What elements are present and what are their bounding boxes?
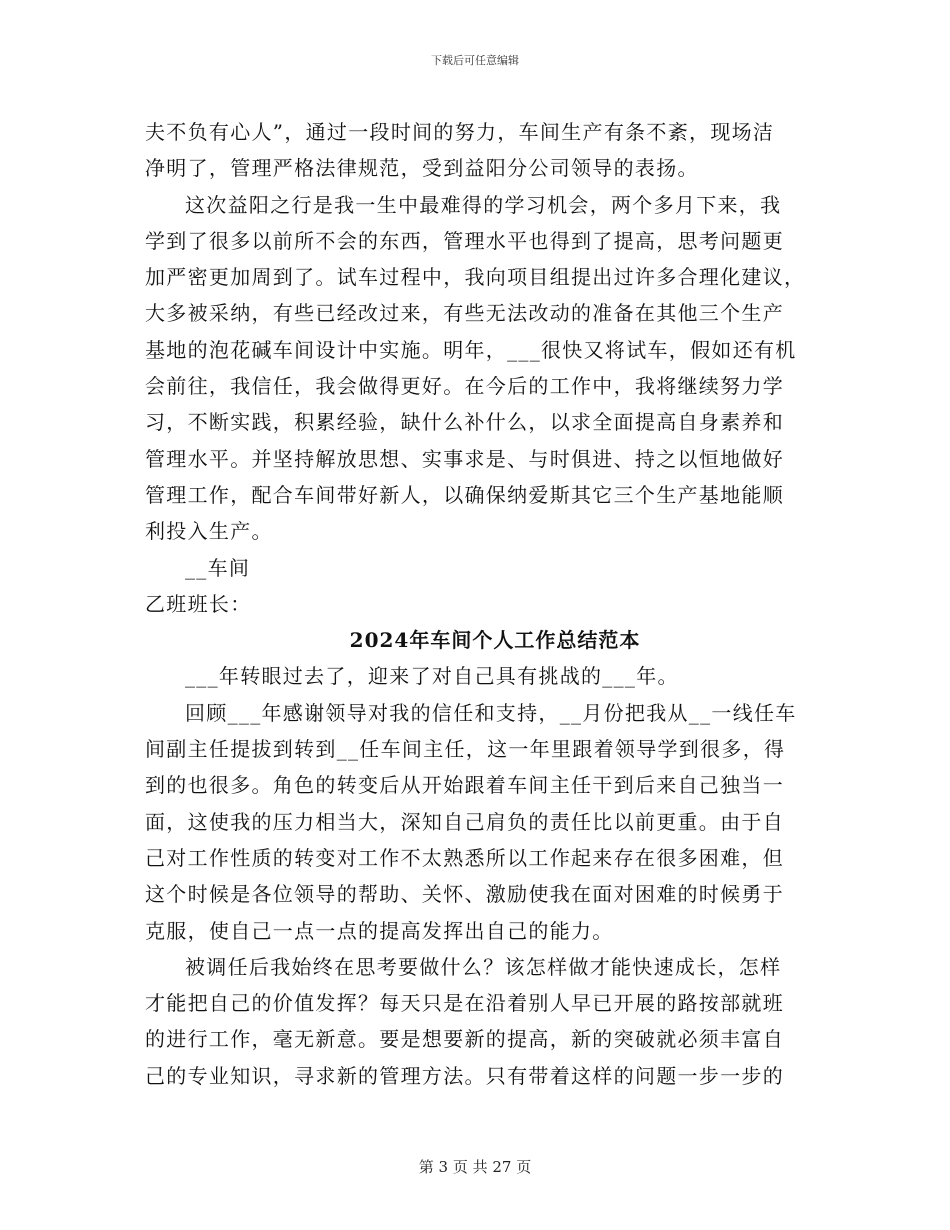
text-line: 这次益阳之行是我一生中最难得的学习机会，两个多月下来，我 (185, 192, 782, 217)
text-line: 大多被采纳，有些已经改过来，有些无法改动的准备在其他三个生产 (145, 301, 784, 326)
text-line: 回顾___年感谢领导对我的信任和支持，__月份把我从__一线任车 (185, 700, 797, 725)
text-line: 到的也很多。角色的转变后从开始跟着车间主任干到后来自己独当一 (145, 773, 784, 798)
text-line: 基地的泡花碱车间设计中实施。明年，___很快又将试车，假如还有机 (145, 337, 797, 362)
text-line: 习，不断实践，积累经验，缺什么补什么，以求全面提高自身素养和 (145, 410, 784, 435)
text-line: 间副主任提拔到转到__任车间主任，这一年里跟着领导学到很多，得 (145, 737, 786, 762)
text-line: 利投入生产。 (145, 519, 273, 544)
text-line: 面，这使我的压力相当大，深知自己肩负的责任比以前更重。由于自 (145, 809, 784, 834)
text-line: 管理工作，配合车间带好新人，以确保纳爱斯其它三个生产基地能顺 (145, 482, 784, 507)
text-line: 被调任后我始终在思考要做什么？该怎样做才能快速成长，怎样 (185, 954, 782, 979)
text-line: 才能把自己的价值发挥？每天只是在沿着别人早已开展的路按部就班 (145, 991, 784, 1016)
section-title: 2024年车间个人工作总结范本 (349, 628, 641, 653)
text-line: 这个时候是各位领导的帮助、关怀、激励使我在面对困难的时候勇于 (145, 882, 784, 907)
text-line: 乙班班长： (145, 591, 252, 616)
document-body (145, 114, 805, 1094)
text-line: __车间 (185, 555, 251, 580)
page-header: 下载后可任意编辑 (431, 54, 519, 67)
text-line: 己对工作性质的转变对工作不太熟悉所以工作起来存在很多困难，但 (145, 845, 784, 870)
text-line: 净明了，管理严格法律规范，受到益阳分公司领导的表扬。 (145, 156, 699, 181)
text-line: 管理水平。并坚持解放思想、实事求是、与时俱进、持之以恒地做好 (145, 446, 784, 471)
text-line: 克服，使自己一点一点的提高发挥出自己的能力。 (145, 918, 614, 943)
text-line: 会前往，我信任，我会做得更好。在今后的工作中，我将继续努力学 (145, 374, 784, 399)
text-line: 加严密更加周到了。试车过程中，我向项目组提出过许多合理化建议， (145, 265, 806, 290)
text-line: 夫不负有心人”，通过一段时间的努力，车间生产有条不紊，现场洁 (145, 120, 775, 144)
text-line: 的进行工作，毫无新意。要是想要新的提高，新的突破就必须丰富自 (145, 1027, 784, 1052)
page-footer: 第 3 页 共 27 页 (418, 1158, 532, 1176)
text-line: 己的专业知识，寻求新的管理方法。只有带着这样的问题一步一步的 (145, 1063, 784, 1088)
text-line: ___年转眼过去了，迎来了对自己具有挑战的___年。 (185, 664, 679, 689)
text-line: 学到了很多以前所不会的东西，管理水平也得到了提高，思考问题更 (145, 228, 784, 253)
